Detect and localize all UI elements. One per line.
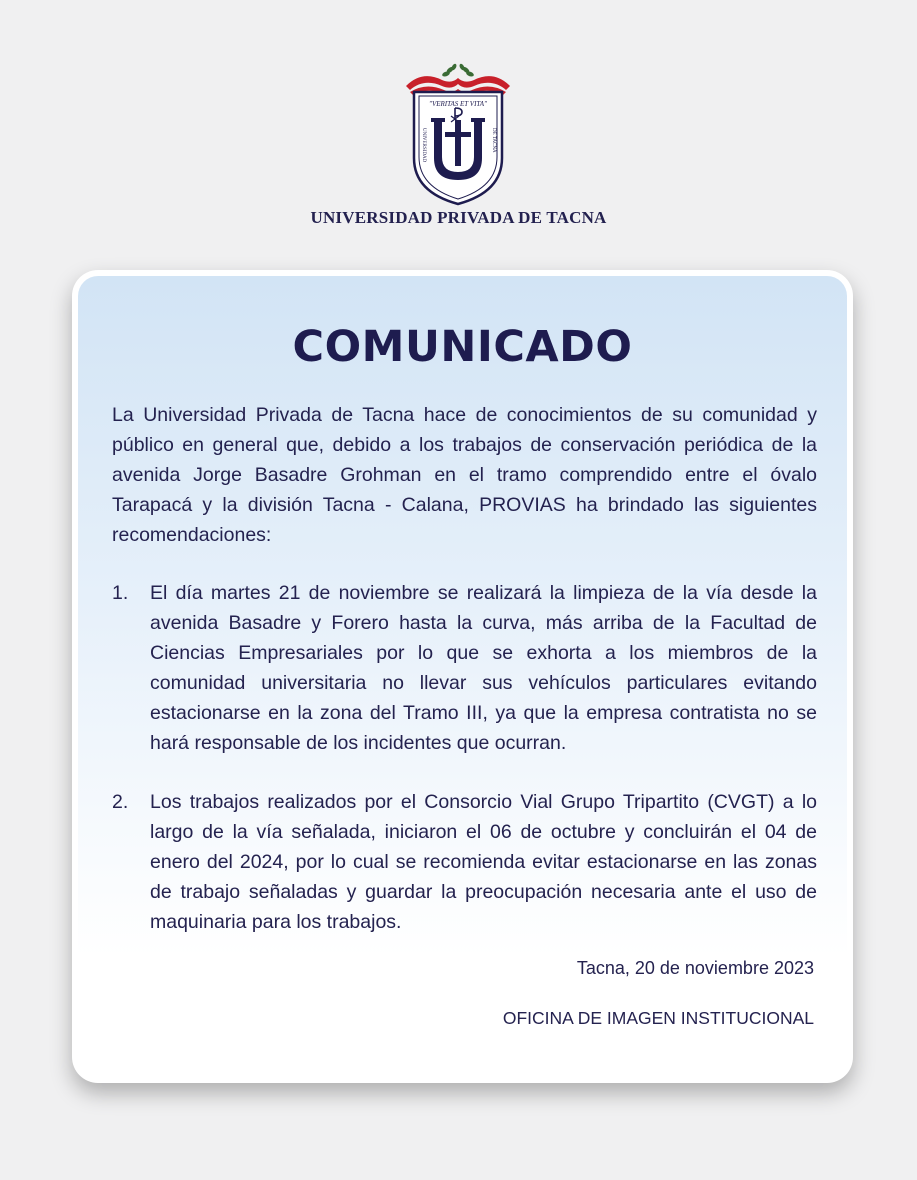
- svg-text:DE TACNA: DE TACNA: [491, 128, 496, 153]
- university-name: UNIVERSIDAD PRIVADA DE TACNA: [310, 208, 607, 227]
- notice-card: [72, 270, 853, 1083]
- list-item-text: El día martes 21 de noviembre se realizará la limpieza de la vía desde la avenida Basadre y Forero hasta la curva, más arriba de la Facultad de Ciencias Empresariales por lo que se exhorta a los miembros de la comunidad universitaria no llevar sus vehículos particulares evitando estacionarse en la zona del Tramo III, ya que la empresa contratista no se hará responsable de los incidentes que ocurran.: [150, 582, 817, 754]
- notice-signature: OFICINA DE IMAGEN INSTITUCIONAL: [502, 1008, 814, 1028]
- svg-text:UNIVERSIDAD: UNIVERSIDAD: [421, 128, 426, 163]
- university-seal-icon: [402, 62, 514, 208]
- list-item-number: 2.: [112, 791, 129, 813]
- list-item-text: Los trabajos realizados por el Consorcio Vial Grupo Tripartito (CVGT) a lo largo de la vía señalada, iniciaron el 06 de octubre y concluirán el 04 de enero del 2024, por lo cual se recomienda evitar estacionarse en las zonas de trabajo señaladas y guardar la preocupación necesaria ante el uso de maquinaria para los trabajos.: [150, 791, 817, 933]
- notice-card-body: [78, 276, 847, 1077]
- svg-text:"VERITAS ET VITA": "VERITAS ET VITA": [429, 100, 487, 108]
- list-item-number: 1.: [112, 582, 129, 604]
- header: [0, 0, 917, 250]
- notice-intro: La Universidad Privada de Tacna hace de conocimientos de su comunidad y público en general que, debido a los trabajos de conservación periódica de la avenida Jorge Basadre Grohman en el tramo comprendido entre el óvalo Tarapacá y la división Tacna - Calana, PROVIAS ha brindado las siguientes recomendaciones:: [112, 404, 817, 546]
- notice-title: COMUNICADO: [292, 322, 633, 372]
- notice-date: Tacna, 20 de noviembre 2023: [576, 958, 814, 978]
